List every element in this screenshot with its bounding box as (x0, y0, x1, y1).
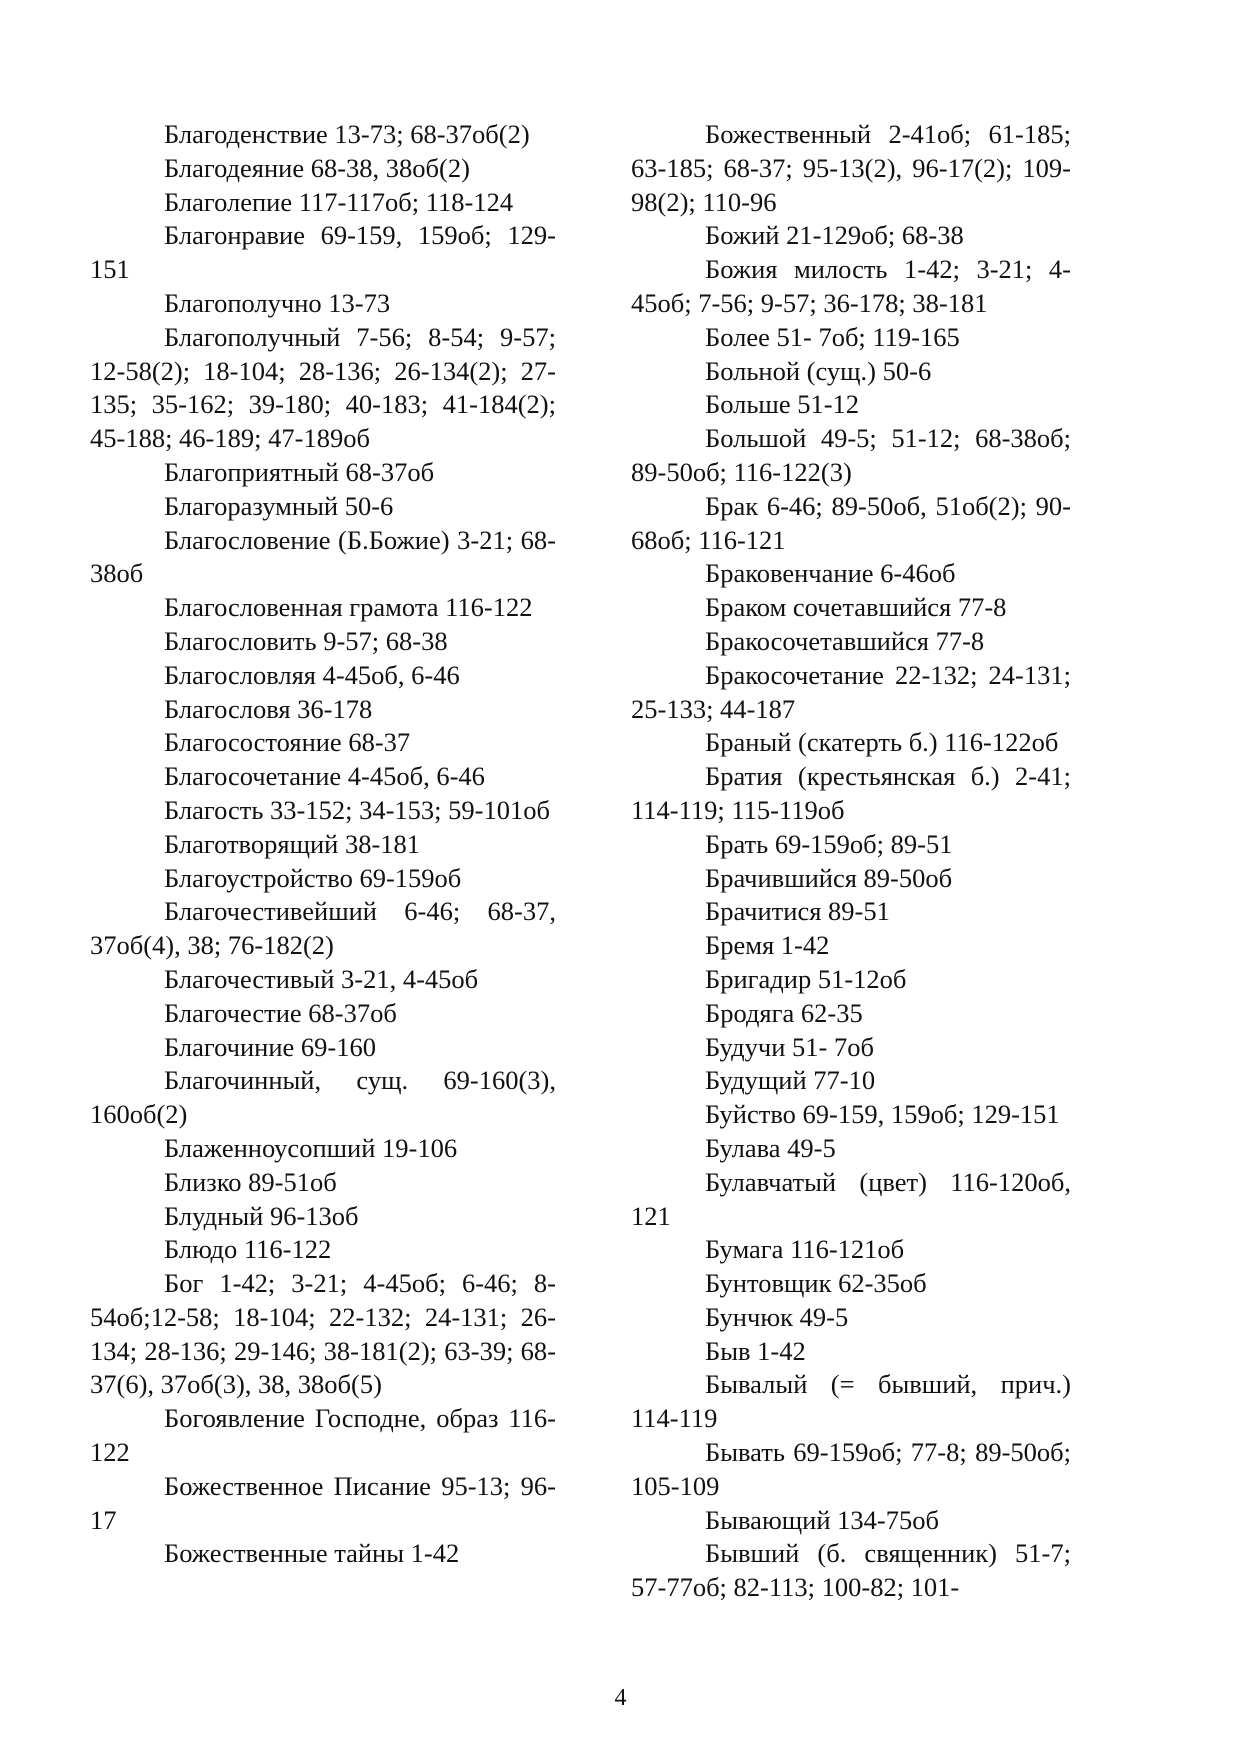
index-entry: Брать 69-159об; 89-51 (705, 828, 953, 859)
index-entry: Божественные тайны 1-42 (164, 1538, 460, 1569)
index-entry: Бунчюк 49-5 (705, 1301, 849, 1332)
index-entry: Божия милость 1-42; 3-21; 4-45об; 7-56; 9-57; 36-178; 38-181 (631, 254, 1071, 318)
index-entry: Благословить 9-57; 68-38 (164, 625, 448, 656)
index-entry: Благословляя 4-45об, 6-46 (164, 659, 460, 690)
index-entry: Браком сочетавшийся 77-8 (705, 592, 1007, 623)
index-entry: Бог 1-42; 3-21; 4-45об; 6-46; 8-54об;12-58; 18-104; 22-132; 24-131; 26-134; 28-136; 29-146; 38-181(2); 63-39; 68-37(6), 37об(3), 38, 38об(5) (90, 1268, 556, 1400)
index-entry: Бунтовщик 62-35об (705, 1268, 927, 1299)
index-entry: Бывать 69-159об; 77-8; 89-50об; 105-109 (631, 1437, 1071, 1501)
index-entry: Брачитися 89-51 (705, 896, 890, 927)
index-entry: Благочестивейший 6-46; 68-37, 37об(4), 38; 76-182(2) (90, 896, 556, 961)
index-entry: Благосостояние 68-37 (164, 727, 411, 758)
index-entry: Бродяга 62-35 (705, 997, 863, 1028)
index-entry: Благочестивый 3-21, 4-45об (164, 963, 479, 994)
index-entry: Булава 49-5 (705, 1132, 836, 1163)
index-entry: Блудный 96-13об (164, 1200, 359, 1231)
index-entry: Бумага 116-121об (705, 1234, 905, 1265)
index-entry: Благополучный 7-56; 8-54; 9-57; 12-58(2); 18-104; 28-136; 26-134(2); 27-135; 35-162; 39-180; 40-183; 41-184(2); 45-188; 46-189; 47-189об (90, 321, 556, 454)
index-entry: Братия (крестьянская б.) 2-41; 114-119; 115-119об (631, 761, 1071, 825)
index-entry: Бывший (б. священник) 51-7; 57-77об; 82-113; 100-82; 101- (631, 1538, 1071, 1603)
index-entry: Близко 89-51об (164, 1166, 337, 1197)
index-entry: Бывалый (= бывший, прич.) 114-119 (631, 1369, 1071, 1434)
index-entry: Буйство 69-159, 159об; 129-151 (705, 1099, 1060, 1130)
index-entry: Благополучно 13-73 (164, 287, 391, 318)
index-entry: Благочинный, сущ. 69-160(3), 160об(2) (90, 1065, 556, 1130)
index-entry: Бракосочетавшийся 77-8 (705, 625, 985, 656)
index-entry: Большой 49-5; 51-12; 68-38об; 89-50об; 116-122(3) (631, 423, 1071, 487)
index-entry: Благословя 36-178 (164, 693, 373, 724)
index-entry: Благоприятный 68-37об (164, 456, 435, 487)
index-entry: Божественный 2-41об; 61-185; 63-185; 68-37; 95-13(2), 96-17(2); 109-98(2); 110-96 (631, 119, 1071, 217)
index-entry: Благочиние 69-160 (164, 1031, 376, 1062)
index-entry: Брак 6-46; 89-50об, 51об(2); 90-68об; 116-121 (631, 490, 1071, 555)
index-entry: Бригадир 51-12об (705, 963, 907, 994)
index-entry: Божий 21-129об; 68-38 (705, 220, 964, 251)
index-entry: Бремя 1-42 (705, 930, 830, 961)
index-entry: Благословение (Б.Божие) 3-21; 68-38об (90, 524, 556, 589)
index-entry: Браковенчание 6-46об (705, 558, 956, 589)
index-entry: Блаженноусопший 19-106 (164, 1132, 458, 1163)
index-entry: Богоявление Господне, образ 116-122 (90, 1403, 556, 1468)
index-entry: Будучи 51- 7об (705, 1031, 874, 1062)
index-entry: Будущий 77-10 (705, 1065, 876, 1096)
index-entry: Булавчатый (цвет) 116-120об, 121 (631, 1166, 1071, 1231)
index-entry: Благость 33-152; 34-153; 59-101об (164, 794, 550, 825)
index-entry: Благочестие 68-37об (164, 997, 397, 1028)
index-entry: Бывающий 134-75об (705, 1504, 939, 1535)
index-entry: Благолепие 117-117об; 118-124 (164, 186, 514, 217)
index-entry: Бракосочетание 22-132; 24-131; 25-133; 44-187 (631, 659, 1071, 724)
index-entry: Блюдо 116-122 (164, 1234, 332, 1265)
left-column (90, 118, 556, 1571)
index-entry: Божественное Писание 95-13; 96-17 (90, 1470, 556, 1535)
index-entry: Больше 51-12 (705, 389, 860, 420)
index-entry: Более 51- 7об; 119-165 (705, 321, 960, 352)
page-number: 4 (614, 1685, 627, 1711)
index-entry: Благословенная грамота 116-122 (164, 592, 533, 623)
index-entry: Благоденствие 13-73; 68-37об(2) (164, 119, 530, 149)
right-column (631, 118, 1071, 1605)
index-entry: Благонравие 69-159, 159об; 129-151 (90, 220, 556, 285)
index-entry: Благотворящий 38-181 (164, 828, 421, 859)
index-entry: Благоразумный 50-6 (164, 490, 394, 521)
index-entry: Благосочетание 4-45об, 6-46 (164, 761, 485, 792)
index-entry: Больной (сущ.) 50-6 (705, 355, 932, 386)
index-entry: Брачившийся 89-50об (705, 862, 953, 893)
index-entry: Быв 1-42 (705, 1335, 806, 1366)
index-entry: Благодеяние 68-38, 38об(2) (164, 152, 470, 183)
index-entry: Благоустройство 69-159об (164, 862, 462, 893)
index-entry: Браный (скатерть б.) 116-122об (705, 727, 1059, 758)
